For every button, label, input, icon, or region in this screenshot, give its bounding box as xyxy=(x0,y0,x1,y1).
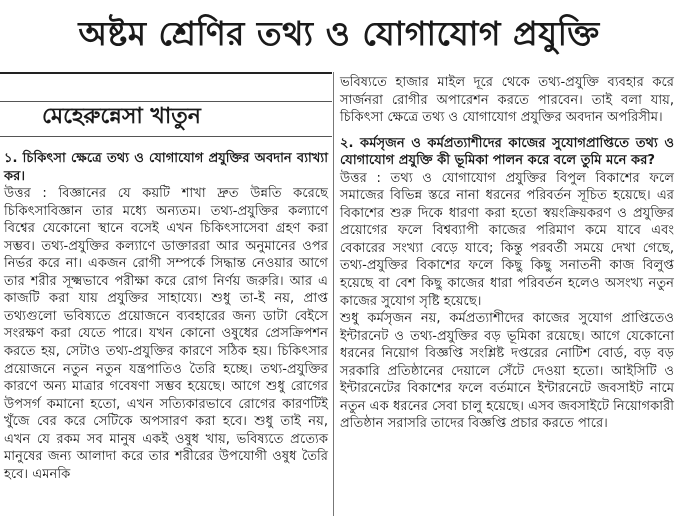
left-column xyxy=(4,150,328,483)
column-divider xyxy=(333,72,334,516)
answer-1-continued: ভবিষ্যতে হাজার মাইল দূরে থেকে তথ্য-প্রযুক্তি ব্যবহার করে সার্জনরা রোগীর অপারেশন করতে পারবেন। তাই বলা যায়, চিকিৎসা ক্ষেত্রে তথ্য ও যোগাযোগ প্রযুক্তির অবদান অপরিসীম। xyxy=(340,75,674,126)
answer-1: উত্তর : বিজ্ঞানের যে কয়টি শাখা দ্রুত উন্নতি করেছে চিকিৎসাবিজ্ঞান তার মধ্যে অন্যতম। তথ্য-প্রযুক্তির কল্যাণে বিশ্বের যেকোনো স্থানে বসেই এখন চিকিৎসাসেবা গ্রহণ করা সম্ভব। তথ্য-প্রযুক্তির কল্যাণে ডাক্তাররা আর অনুমানের ওপর নির্ভর করে না। একজন রোগী সম্পর্কে সিদ্ধান্ত নেওয়ার আগে তার শরীর সূক্ষ্মভাবে পরীক্ষা করে রোগ নির্ণয় জরুরি। আর এ কাজটি করা যায় প্রযুক্তির সাহায্যে। শুধু তা-ই নয়, প্রাপ্ত তথ্যগুলো ভবিষ্যতে প্রয়োজনে ব্যবহারের জন্য ডাটা বেইসে সংরক্ষণ করা যেতে পারে। যখন কোনো ওষুধের প্রেসক্রিপশন করতে হয়, সেটাও তথ্য-প্রযুক্তির কারণে সঠিক হয়। চিকিৎসার প্রয়োজনে নতুন নতুন যন্ত্রপাতিও তৈরি হচ্ছে। তথ্য-প্রযুক্তির কারণে অন্য মাত্রার গবেষণা সম্ভব হয়েছে। আগে শুধু রোগের উপসর্গ কমানো হতো, এখন সত্যিকারভাবে রোগের কারণটিই খুঁজে বের করে সেটিকে অপসারণ করা হবে। শুধু তাই নয়, এখন যে রকম সব মানুষ একই ওষুধ খায়, ভবিষ্যতে প্রত্যেক মানুষের জন্য আলাদা করে তার শরীরের উপযোগী ওষুধ তৈরি হবে। এমনকি xyxy=(4,186,328,482)
right-column xyxy=(340,74,674,433)
author-name: মেহেরুন্নেসা খাতুন xyxy=(42,104,201,129)
question-1: ১. চিকিৎসা ক্ষেত্রে তথ্য ও যোগাযোগ প্রযুক্তির অবদান ব্যাখ্যা কর। xyxy=(4,151,328,184)
answer-2-paragraph-1: উত্তর : তথ্য ও যোগাযোগ প্রযুক্তির বিপুল বিকাশের ফলে সমাজের বিভিন্ন স্তরে নানা ধরনের পরিবর্তন সূচিত হয়েছে। এর বিকাশের শুরু দিকে ধারণা করা হতো স্বয়ংক্রিয়করণ ও প্রযুক্তির প্রয়োগের ফলে বিশ্বব্যাপী কাজের পরিমাণ কমে যাবে এবং বেকারের সংখ্যা বেড়ে যাবে; কিন্তু পরবর্তী সময়ে দেখা গেছে, তথ্য-প্রযুক্তির বিকাশের ফলে কিছু কিছু সনাতনী কাজ বিলুপ্ত হয়েছে বা বেশ কিছু কাজের ধারা পরিবর্তন হলেও অসংখ্য নতুন কাজের সুযোগ সৃষ্টি হয়েছে। xyxy=(340,170,674,309)
page-title: অষ্টম শ্রেণির তথ্য ও যোগাযোগ প্রযুক্তি xyxy=(78,14,600,53)
title-divider xyxy=(0,72,332,74)
answer-2-paragraph-2: শুধু কর্মসৃজন নয়, কর্মপ্রত্যাশীদের কাজের সুযোগ প্রাপ্তিতেও ইন্টারনেট ও তথ্য-প্রযুক্তির বড় ভূমিকা রয়েছে। আগে যেকোনো ধরনের নিয়োগ বিজ্ঞপ্তি সংশ্লিষ্ট দপ্তরের নোটিশ বোর্ড, বড় বড় সরকারি প্রতিষ্ঠানের দেয়ালে সেঁটে দেওয়া হতো। আইসিটি ও ইন্টারনেটের বিকাশের ফলে বর্তমানে ইন্টারনেটে জবসাইট নামে নতুন এক ধরনের সেবা চালু হয়েছে। এসব জবসাইটে নিয়োগকারী প্রতিষ্ঠান সরাসরি তাদের বিজ্ঞপ্তি প্রচার করতে পারে। xyxy=(340,311,674,432)
question-2: ২. কর্মসৃজন ও কর্মপ্রত্যাশীদের কাজের সুযোগপ্রাপ্তিতে তথ্য ও যোগাযোগ প্রযুক্তি কী ভূমিকা পালন করে বলে তুমি মনে কর? xyxy=(340,135,674,169)
